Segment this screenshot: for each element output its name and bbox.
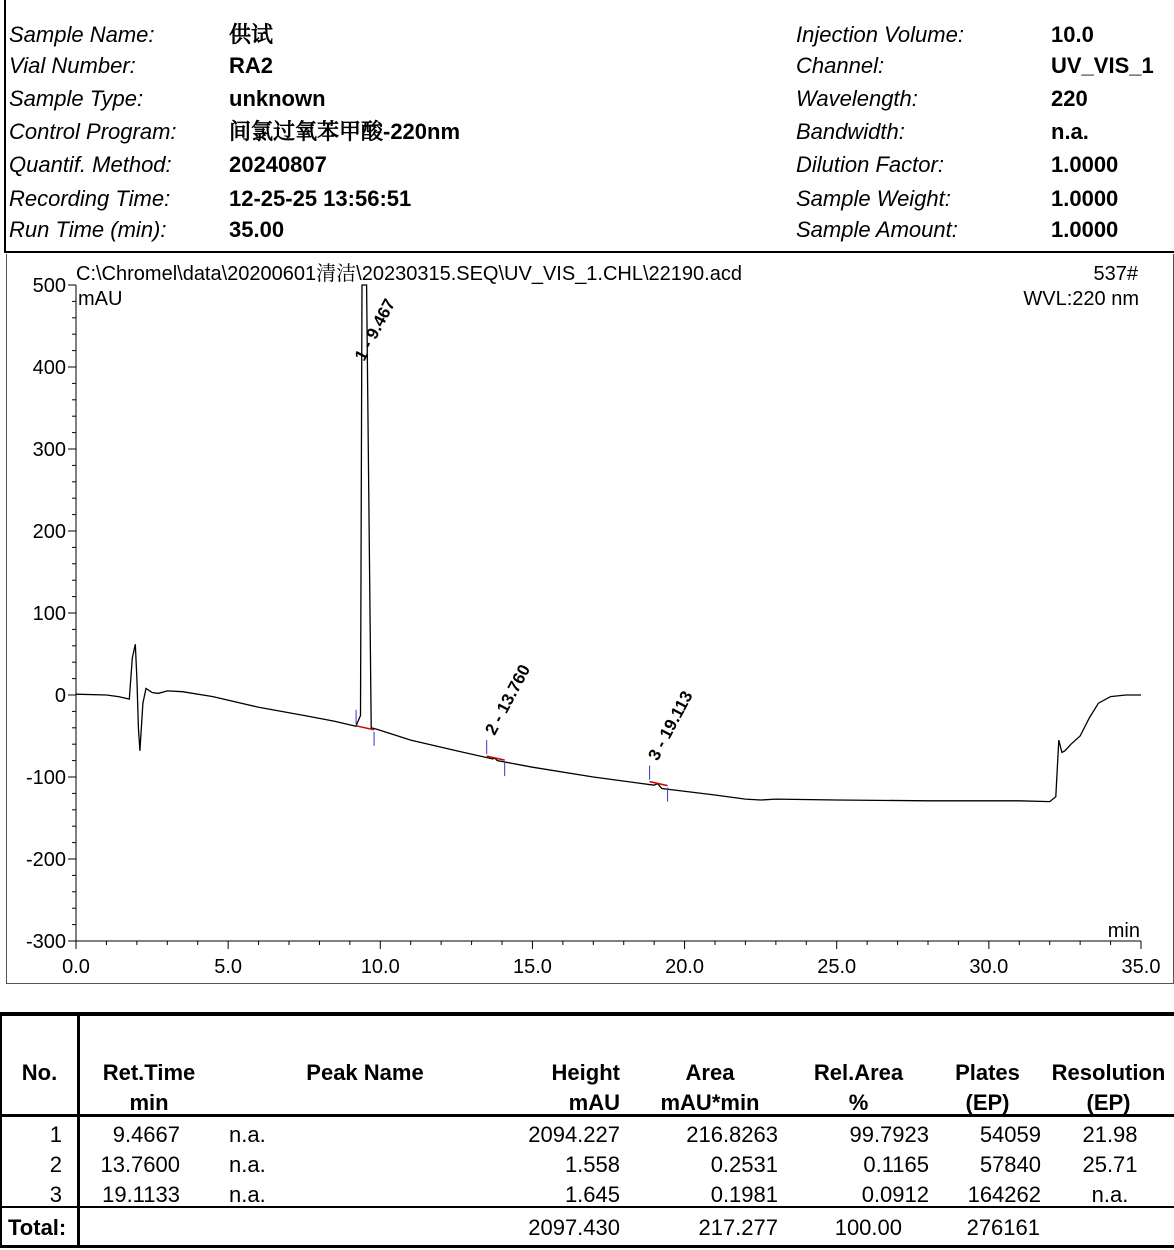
column-header: Height bbox=[551, 1060, 620, 1085]
column-header: Ret.Time bbox=[102, 1060, 196, 1085]
run-time-value: 35.00 bbox=[229, 217, 285, 242]
quantif-method-label: Quantif. Method: bbox=[9, 152, 172, 177]
total-area: 217.277 bbox=[698, 1215, 778, 1240]
y-tick-label: 0 bbox=[54, 685, 66, 707]
table-cell: n.a. bbox=[1091, 1182, 1129, 1207]
table-cell: 164262 bbox=[967, 1182, 1041, 1207]
bandwidth-value: n.a. bbox=[1051, 119, 1089, 144]
table-cell: 19.1133 bbox=[102, 1182, 180, 1207]
chromatogram-trace bbox=[76, 285, 1141, 802]
sample-amount-value: 1.0000 bbox=[1051, 217, 1119, 242]
wavelength-annotation: WVL:220 nm bbox=[1023, 288, 1139, 310]
x-tick-label: 25.0 bbox=[817, 956, 857, 978]
table-cell: 2094.227 bbox=[528, 1122, 620, 1147]
table-cell: 57840 bbox=[979, 1152, 1041, 1177]
bandwidth-label: Bandwidth: bbox=[796, 119, 905, 144]
column-unit: mAU bbox=[568, 1090, 620, 1115]
column-header: Area bbox=[685, 1060, 735, 1085]
sample-type-label: Sample Type: bbox=[9, 86, 144, 111]
table-cell: 13.7600 bbox=[100, 1152, 180, 1177]
peak-label: 2 - 13.760 bbox=[481, 661, 535, 739]
y-tick-label: 300 bbox=[32, 439, 66, 461]
column-unit: min bbox=[129, 1090, 169, 1115]
table-cell: 1.645 bbox=[564, 1182, 620, 1207]
chart-title-right: 537# bbox=[1093, 263, 1138, 285]
sample-amount-label: Sample Amount: bbox=[796, 217, 958, 242]
sample-name-value: 供试 bbox=[229, 22, 274, 47]
y-tick-label: -200 bbox=[25, 849, 66, 871]
control-program-value: 间氯过氧苯甲酸-220nm bbox=[229, 119, 461, 144]
total-rel-area: 100.00 bbox=[834, 1215, 902, 1240]
table-cell: 0.1165 bbox=[863, 1152, 929, 1177]
sample-weight-label: Sample Weight: bbox=[796, 186, 951, 211]
total-height: 2097.430 bbox=[528, 1215, 620, 1240]
sample-type-value: unknown bbox=[229, 86, 326, 111]
total-plates: 276161 bbox=[966, 1215, 1040, 1240]
recording-time-label: Recording Time: bbox=[9, 186, 171, 211]
quantif-method-value: 20240807 bbox=[229, 152, 327, 177]
table-cell: 0.0912 bbox=[861, 1182, 929, 1207]
table-cell: 99.7923 bbox=[849, 1122, 929, 1147]
wavelength-value: 220 bbox=[1051, 86, 1088, 111]
x-tick-label: 0.0 bbox=[62, 956, 90, 978]
column-header: Rel.Area bbox=[813, 1060, 904, 1085]
table-cell: n.a. bbox=[229, 1182, 266, 1207]
injection-volume-label: Injection Volume: bbox=[796, 22, 964, 47]
y-tick-label: 100 bbox=[32, 603, 66, 625]
total-label: Total: bbox=[8, 1215, 67, 1240]
table-cell: 0.1981 bbox=[710, 1182, 778, 1207]
recording-time-value: 12-25-25 13:56:51 bbox=[229, 186, 412, 211]
table-cell: 216.8263 bbox=[686, 1122, 778, 1147]
table-cell: 3 bbox=[49, 1182, 62, 1207]
column-header: Peak Name bbox=[306, 1060, 424, 1085]
column-header: Resolution bbox=[1051, 1060, 1166, 1085]
sample-name-label: Sample Name: bbox=[9, 22, 155, 47]
table-cell: 1.558 bbox=[564, 1152, 620, 1177]
sample-weight-value: 1.0000 bbox=[1051, 186, 1119, 211]
peak-label: 3 - 19.113 bbox=[644, 687, 697, 764]
dilution-factor-value: 1.0000 bbox=[1051, 152, 1119, 177]
chart-title: C:\Chromel\data\20200601清洁\20230315.SEQ\UV_VIS_1.CHL\22190.acd bbox=[76, 263, 742, 285]
vial-number-value: RA2 bbox=[229, 53, 274, 78]
control-program-label: Control Program: bbox=[9, 119, 177, 144]
table-cell: n.a. bbox=[229, 1122, 266, 1147]
run-time-label: Run Time (min): bbox=[9, 217, 167, 242]
table-cell: 25.71 bbox=[1082, 1152, 1138, 1177]
x-tick-label: 5.0 bbox=[214, 956, 243, 978]
table-cell: 9.4667 bbox=[112, 1122, 180, 1147]
y-tick-label: -100 bbox=[25, 767, 66, 789]
column-unit: (EP) bbox=[965, 1090, 1010, 1115]
table-cell: 2 bbox=[49, 1152, 62, 1177]
channel-value: UV_VIS_1 bbox=[1051, 53, 1154, 78]
column-header: Plates bbox=[955, 1060, 1020, 1085]
x-tick-label: 15.0 bbox=[512, 956, 552, 978]
x-tick-label: 30.0 bbox=[969, 956, 1009, 978]
peak-label: 1 - 9.467 bbox=[350, 295, 400, 364]
x-tick-label: 20.0 bbox=[665, 956, 705, 978]
vial-number-label: Vial Number: bbox=[9, 53, 136, 78]
table-cell: 21.98 bbox=[1082, 1122, 1138, 1147]
y-tick-label: -300 bbox=[25, 931, 66, 953]
y-tick-label: 200 bbox=[32, 521, 66, 543]
x-axis-label: min bbox=[1107, 920, 1140, 942]
wavelength-label: Wavelength: bbox=[796, 86, 918, 111]
column-unit: % bbox=[848, 1090, 869, 1115]
injection-volume-value: 10.0 bbox=[1051, 22, 1094, 47]
column-unit: (EP) bbox=[1086, 1090, 1131, 1115]
table-cell: 54059 bbox=[979, 1122, 1041, 1147]
x-tick-label: 10.0 bbox=[360, 956, 400, 978]
column-unit: mAU*min bbox=[660, 1090, 760, 1115]
x-tick-label: 35.0 bbox=[1121, 956, 1161, 978]
table-cell: 0.2531 bbox=[710, 1152, 778, 1177]
peak-table bbox=[0, 1012, 1174, 1248]
y-axis-label: mAU bbox=[78, 288, 123, 310]
table-cell: 1 bbox=[49, 1122, 62, 1147]
y-tick-label: 500 bbox=[32, 275, 66, 297]
y-tick-label: 400 bbox=[32, 357, 66, 379]
channel-label: Channel: bbox=[796, 53, 885, 78]
column-header: No. bbox=[21, 1060, 58, 1085]
table-cell: n.a. bbox=[229, 1152, 266, 1177]
dilution-factor-label: Dilution Factor: bbox=[796, 152, 944, 177]
